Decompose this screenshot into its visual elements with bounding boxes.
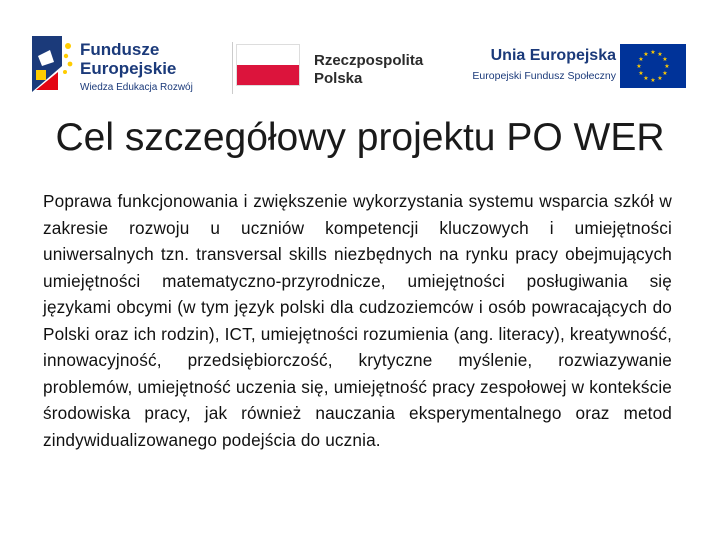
svg-text:★: ★: [650, 49, 656, 56]
svg-text:★: ★: [662, 56, 668, 63]
svg-text:★: ★: [638, 56, 644, 63]
funds-logo-line1: Fundusze: [80, 40, 160, 59]
svg-text:★: ★: [657, 51, 663, 58]
poland-logo-line2: Polska: [314, 70, 363, 87]
svg-text:★: ★: [636, 63, 642, 70]
svg-text:★: ★: [664, 63, 670, 70]
funds-logo-program: Wiedza Edukacja Rozwój: [80, 82, 193, 93]
slide-body-paragraph: Poprawa funkcjonowania i zwiększenie wykorzystania systemu wsparcia szkół w zakresie rozwoju u uczniów kompetencji kluczowych i umiejętności uniwersalnych tzn. transversal skills niezbędnych na rynku pracy obejmujących umiejętności matematyczno-przyrodnicze, umiejętności posługiwania się językami obcymi (w tym język polski dla cudzoziemców i osób powracających do Polski oraz ich rodzin), ICT, umiejętności rozumienia (ang. literacy), kreatywność, innowacyjność, przedsiębiorczość, krytyczne myślenie, rozwiazywanie problemów, umiejętność uczenia się, umiejętność pracy zespołowej w kontekście środowiska pracy, jak również nauczania eksperymentalnego oraz metod zindywidualizowanego podejścia do ucznia.: [43, 191, 672, 450]
slide-title: Cel szczegółowy projektu PO WER: [55, 116, 665, 159]
poland-logo-text: [314, 52, 423, 88]
european-funds-logo: [32, 36, 232, 98]
logo-bar: [0, 0, 720, 110]
svg-text:★: ★: [662, 70, 668, 77]
european-funds-mark-icon: [32, 36, 74, 92]
poland-logo-line1: Rzeczpospolita: [314, 52, 424, 69]
eu-logo-line2: Europejski Fundusz Społeczny: [472, 70, 616, 82]
svg-text:★: ★: [657, 75, 663, 82]
eu-logo-line1: Unia Europejska: [490, 47, 616, 64]
logo-divider: [232, 42, 233, 94]
eu-logo-text: [472, 46, 616, 83]
svg-text:★: ★: [643, 51, 649, 58]
funds-logo-line2: Europejskie: [80, 59, 177, 78]
eu-flag-icon: [620, 44, 686, 88]
svg-text:★: ★: [643, 75, 649, 82]
svg-text:★: ★: [638, 70, 644, 77]
polish-flag-icon: [236, 44, 300, 86]
svg-text:★: ★: [650, 77, 656, 84]
